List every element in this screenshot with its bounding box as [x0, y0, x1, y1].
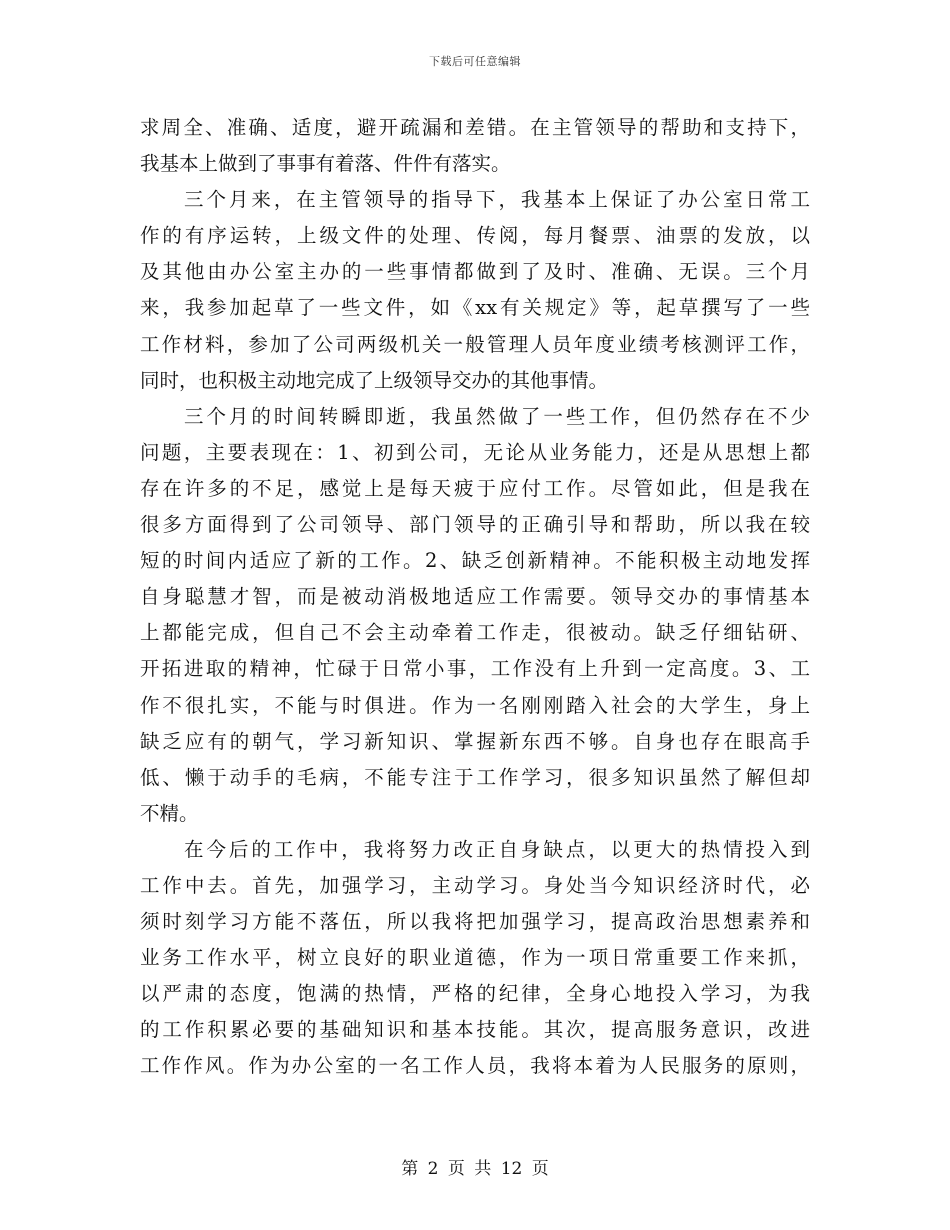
text-line: 不精。: [140, 801, 199, 825]
text-line: 业务工作水平，树立良好的职业道德，作为一项日常重要工作来抓，: [140, 946, 810, 970]
text-line: 求周全、准确、适度，避开疏漏和差错。在主管领导的帮助和支持下，: [140, 116, 810, 139]
text-line: 短的时间内适应了新的工作。2、缺乏创新精神。不能积极主动地发挥: [140, 549, 810, 573]
text-line: 很多方面得到了公司领导、部门领导的正确引导和帮助，所以我在较: [140, 513, 810, 537]
text-line: 作不很扎实，不能与时俱进。作为一名刚刚踏入社会的大学生，身上: [140, 693, 810, 717]
text-line: 同时，也积极主动地完成了上级领导交办的其他事情。: [140, 368, 609, 392]
text-line: 我基本上做到了事事有着落、件件有落实。: [140, 152, 511, 176]
text-line: 开拓进取的精神，忙碌于日常小事，工作没有上升到一定高度。3、工: [140, 657, 810, 681]
text-line: 在今后的工作中，我将努力改正自身缺点，以更大的热情投入到: [184, 837, 810, 861]
page-number-footer: 第 2 页 共 12 页: [401, 1159, 549, 1179]
text-line: 问题，主要表现在：1、初到公司，无论从业务能力，还是从思想上都: [140, 440, 810, 464]
text-line: 上都能完成，但自己不会主动牵着工作走，很被动。缺乏仔细钻研、: [140, 621, 810, 645]
text-line: 三个月来，在主管领导的指导下，我基本上保证了办公室日常工: [184, 188, 810, 212]
text-line: 作的有序运转，上级文件的处理、传阅，每月餐票、油票的发放，以: [140, 224, 810, 248]
text-line: 工作中去。首先，加强学习，主动学习。身处当今知识经济时代，必: [140, 873, 810, 897]
text-line: 须时刻学习方能不落伍，所以我将把加强学习，提高政治思想素养和: [140, 910, 810, 934]
page-header: 下载后可任意编辑: [429, 55, 521, 68]
text-line: 及其他由办公室主办的一些事情都做到了及时、准确、无误。三个月: [140, 260, 810, 284]
text-line: 三个月的时间转瞬即逝，我虽然做了一些工作，但仍然存在不少: [184, 404, 810, 428]
text-line: 来，我参加起草了一些文件，如《xx有关规定》等，起草撰写了一些: [140, 296, 810, 320]
text-line: 自身聪慧才智，而是被动消极地适应工作需要。领导交办的事情基本: [140, 585, 810, 609]
text-line: 存在许多的不足，感觉上是每天疲于应付工作。尽管如此，但是我在: [140, 476, 810, 500]
text-line: 以严肃的态度，饱满的热情，严格的纪律，全身心地投入学习，为我: [140, 982, 810, 1006]
text-line: 缺乏应有的朝气，学习新知识、掌握新东西不够。自身也存在眼高手: [140, 729, 810, 753]
text-line: 的工作积累必要的基础知识和基本技能。其次，提高服务意识，改进: [140, 1018, 810, 1042]
text-line: 工作作风。作为办公室的一名工作人员，我将本着为人民服务的原则，: [140, 1054, 810, 1078]
text-line: 工作材料，参加了公司两级机关一般管理人员年度业绩考核测评工作，: [140, 332, 810, 356]
text-line: 低、懒于动手的毛病，不能专注于工作学习，很多知识虽然了解但却: [140, 765, 810, 789]
document-body: [140, 110, 810, 1085]
